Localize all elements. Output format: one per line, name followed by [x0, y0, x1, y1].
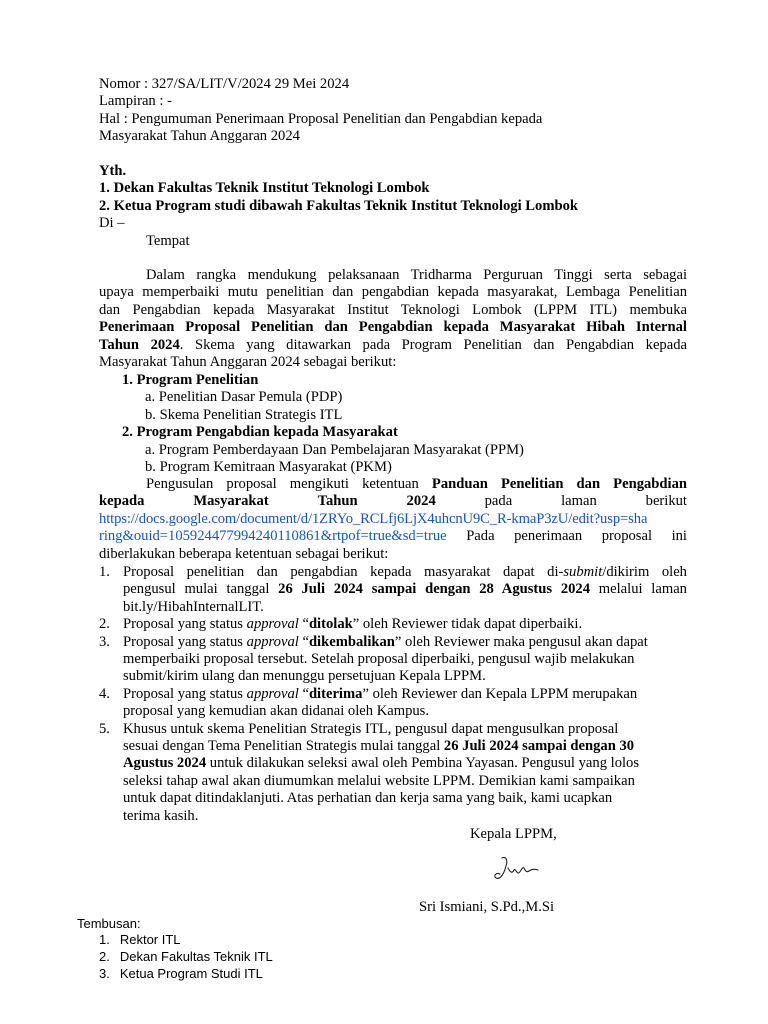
subject-line-2: Masyarakat Tahun Anggaran 2024 [99, 128, 300, 145]
cc-heading: Tembusan: [77, 916, 141, 931]
rule-5-text: Khusus untuk skema Penelitian Strategis ITL, pengusul dapat mengusulkan proposal [123, 720, 619, 737]
rule-1-dates: 26 Juli 2024 sampai dengan 28 Agustus 2024 [278, 581, 591, 598]
cc-label: Dekan Fakultas Teknik ITL [119, 949, 273, 964]
rule-3-text: submit/kirim ulang dan menunggu persetujuan Kepala LPPM. [123, 668, 486, 685]
rule-number: 1. [99, 564, 110, 580]
programs-list [122, 372, 524, 476]
intro-line-1: Dalam rangka mendukung pelaksanaan Tridharma Perguruan Tinggi serta sebagai [146, 267, 687, 283]
signatory-name: Sri Ismiani, S.Pd.,M.Si [419, 899, 555, 915]
guide-line-3: Pada penerimaan proposal ini [446, 528, 687, 545]
rule-item-1 [99, 564, 687, 616]
cc-item-2 [99, 948, 273, 965]
guide-word-4: 2024 [406, 493, 436, 510]
recipients-block [99, 163, 578, 215]
program-2-item-b: b. Program Kemitraan Masyarakat (PKM) [145, 459, 392, 476]
rule-5-text: terima kasih. [123, 807, 199, 824]
rule-3-text: Proposal yang status [123, 633, 247, 650]
guide-word-3: Tahun [317, 493, 358, 510]
guide-word-2: Masyarakat [193, 493, 269, 510]
subject-line-1: Hal : Pengumuman Penerimaan Proposal Penelitian dan Pengabdian kepada [99, 110, 543, 127]
program-2-item-a: a. Program Pemberdayaan Dan Pembelajaran Masyarakat (PPM) [145, 441, 524, 458]
rule-5-dates: 26 Juli 2024 sampai dengan 30 [443, 738, 635, 755]
rule-1-text: melalui laman [590, 581, 687, 598]
attachment-line: Lampiran : - [99, 93, 172, 110]
recipient-di: Di – [99, 215, 125, 231]
recipient-1: 1. Dekan Fakultas Teknik Institut Teknologi Lombok [99, 180, 430, 197]
handwritten-signature [492, 854, 542, 888]
intro-line-6: Masyarakat Tahun Anggaran 2024 sebagai berikut: [99, 354, 397, 371]
cc-number: 3. [99, 966, 110, 981]
rule-item-5 [99, 721, 687, 825]
rule-2-italic: approval [246, 616, 299, 633]
rule-number: 5. [99, 720, 110, 737]
guide-word-1: kepada [99, 493, 145, 510]
rule-3-text: “ [298, 633, 309, 650]
letter-number: Nomor : 327/SA/LIT/V/2024 29 Mei 2024 [99, 76, 350, 92]
rule-2-text: ” oleh Reviewer tidak dapat diperbaiki. [352, 616, 583, 633]
guide-word-6: laman [561, 493, 597, 510]
rule-number: 4. [99, 685, 110, 702]
cc-item-3 [99, 965, 273, 982]
guide-line-4: diberlakukan beberapa ketentuan sebagai berikut: [99, 545, 389, 562]
recipient-2: 2. Ketua Program studi dibawah Fakultas Teknik Institut Teknologi Lombok [99, 197, 579, 214]
rule-4-italic: approval [246, 685, 299, 702]
intro-line-2: upaya memperbaiki mutu penelitian dan pengabdian kepada masyarakat, Lembaga Penelitian [99, 284, 687, 301]
program-1-item-b: b. Skema Penelitian Strategis ITL [145, 406, 343, 423]
rule-1-text: pengusul mulai tanggal [123, 581, 279, 598]
rule-1-text: bit.ly/HibahInternalLIT. [123, 598, 264, 615]
rule-5-text: sesuai dengan Tema Penelitian Strategis mulai tanggal [123, 738, 444, 755]
intro-line-5: . Skema yang ditawarkan pada Program Penelitian dan Pengabdian kepada [179, 336, 687, 353]
recipient-place: Tempat [146, 233, 190, 249]
cc-list [99, 931, 273, 982]
guide-word-5: pada [484, 493, 513, 510]
cc-item-1 [99, 931, 273, 948]
rule-item-4 [99, 686, 687, 721]
rule-5-dates: Agustus 2024 [123, 755, 207, 772]
guide-link-line-2[interactable]: ring&ouid=105924477994240110861&rtpof=true&sd=true [99, 528, 447, 545]
rule-4-text: “ [298, 685, 309, 702]
signature-title: Kepala LPPM, [470, 826, 557, 842]
program-1-item-a: a. Penelitian Dasar Pemula (PDP) [145, 389, 343, 406]
cc-label: Rektor ITL [119, 932, 181, 947]
guide-title-bold: Panduan Penelitian dan Pengabdian [431, 476, 687, 492]
rule-number: 3. [99, 633, 110, 650]
rule-2-text: “ [298, 616, 309, 633]
rule-2-text: Proposal yang status [123, 616, 247, 633]
rule-5-text: seleksi tahap awal akan diumumkan melalui website LPPM. Demikian kami sampaikan [123, 772, 635, 789]
rule-1-text: /dikirim oleh [602, 564, 687, 580]
rule-3-status: dikembalikan [308, 633, 395, 650]
rule-4-status: diterima [308, 685, 363, 702]
cc-number: 1. [99, 932, 110, 947]
guide-link-line-1[interactable]: https://docs.google.com/document/d/1ZRYo_RCLfj6LjX4uhcnU9C_R-kmaP3zU/edit?usp=sha [99, 510, 648, 527]
rule-4-text: proposal yang kemudian akan didanai oleh Kampus. [123, 703, 429, 720]
recipient-salutation: Yth. [99, 163, 127, 179]
rule-2-status: ditolak [308, 616, 353, 633]
rule-4-text: Proposal yang status [123, 685, 247, 702]
cc-label: Ketua Program Studi ITL [119, 966, 263, 981]
guide-word-7: berikut [645, 493, 687, 510]
guide-line-1: Pengusulan proposal mengikuti ketentuan [146, 476, 419, 492]
intro-line-3: dan Pengabdian kepada Masyarakat Institut Teknologi Lombok (LPPM ITL) membuka [99, 301, 687, 318]
rule-4-text: ” oleh Reviewer dan Kepala LPPM merupakan [362, 685, 638, 702]
intro-year-bold: Tahun 2024 [99, 336, 180, 353]
rule-1-text: Proposal penelitian dan pengabdian kepada masyarakat dapat di- [123, 564, 564, 580]
letter-header [99, 76, 542, 146]
intro-line-4: Penerimaan Proposal Penelitian dan Pengabdian kepada Masyarakat Hibah Internal [99, 319, 687, 336]
rule-3-italic: approval [246, 633, 299, 650]
program-2-title: 2. Program Pengabdian kepada Masyarakat [122, 424, 398, 441]
rule-5-text: untuk dilakukan seleksi awal oleh Pembina Yayasan. Pengusul yang lolos [206, 755, 640, 772]
program-1-title: 1. Program Penelitian [122, 372, 259, 388]
rule-item-3 [99, 634, 687, 686]
rule-item-2 [99, 616, 687, 633]
rules-list [99, 564, 687, 825]
rule-1-italic: submit [563, 564, 603, 580]
rule-number: 2. [99, 616, 110, 633]
guide-paragraph [99, 476, 687, 563]
rule-3-text: memperbaiki proposal tersebut. Setelah proposal diperbaiki, pengusul wajib melakukan [123, 651, 635, 668]
cc-number: 2. [99, 949, 110, 964]
rule-3-text: ” oleh Reviewer maka pengusul akan dapat [394, 633, 648, 650]
rule-5-text: untuk dapat ditindaklanjuti. Atas perhatian dan kerja sama yang baik, kami ucapkan [123, 790, 613, 807]
intro-paragraph [99, 267, 687, 371]
